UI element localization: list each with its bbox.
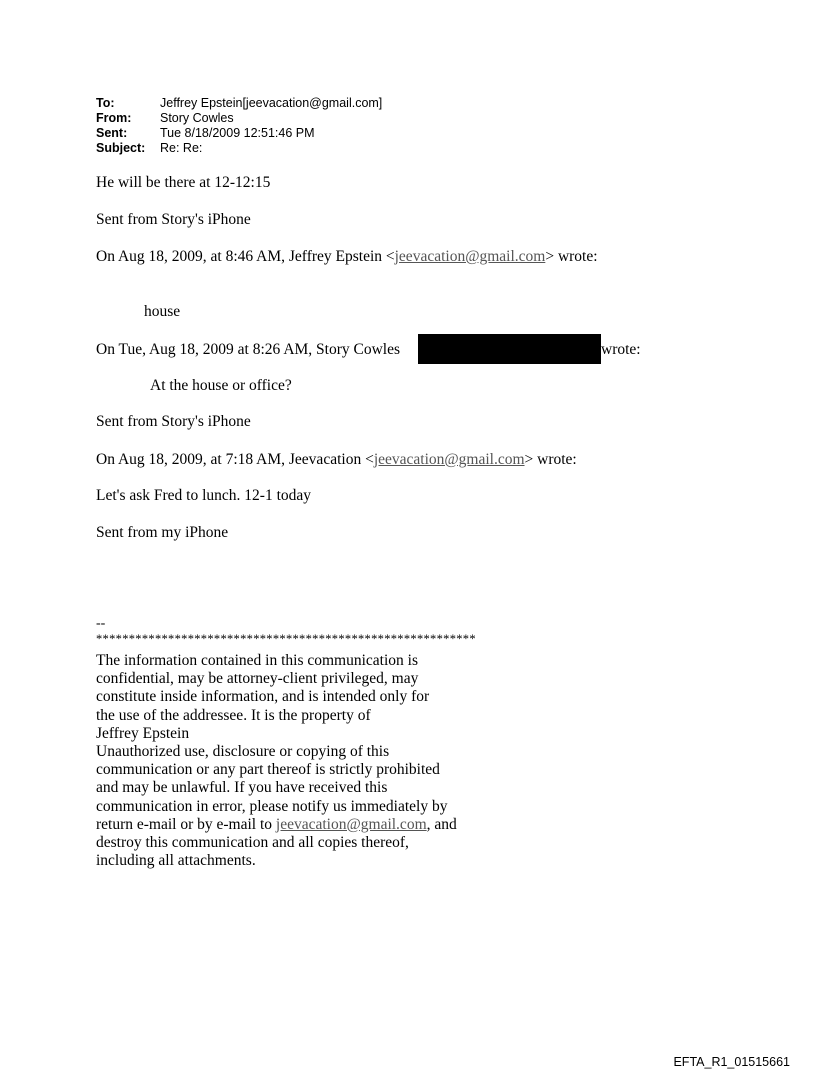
from-value: Story Cowles xyxy=(160,111,234,125)
quote-1-suffix: > wrote: xyxy=(545,248,598,265)
disclaimer-line: destroy this communication and all copies thereof, xyxy=(96,834,409,852)
disclaimer-line: constitute inside information, and is intended only for xyxy=(96,688,430,706)
signature-2: Sent from Story's iPhone xyxy=(96,413,251,430)
subject-label: Subject: xyxy=(96,141,146,155)
subject-value: Re: Re: xyxy=(160,141,203,155)
disclaimer-line: the use of the addressee. It is the property of xyxy=(96,706,371,724)
to-label: To: xyxy=(96,96,115,110)
disclaimer-line: The information contained in this communication is xyxy=(96,652,418,669)
from-label: From: xyxy=(96,111,132,125)
signature-1: Sent from Story's iPhone xyxy=(96,211,251,228)
reply-2: At the house or office? xyxy=(150,377,292,394)
disclaimer-line: including all attachments. xyxy=(96,852,256,870)
disclaimer-dashes: -- xyxy=(96,616,106,631)
to-value: Jeffrey Epstein[jeevacation@gmail.com] xyxy=(160,96,383,110)
quote-header-3 xyxy=(96,451,577,469)
disclaimer-line: and may be unlawful. If you have received this xyxy=(96,779,388,797)
document-id: EFTA_R1_01515661 xyxy=(673,1055,790,1069)
reply-1: house xyxy=(144,303,181,320)
disclaimer-line: communication in error, please notify us immediately by xyxy=(96,797,448,815)
header-subject-row xyxy=(96,141,382,156)
sent-value: Tue 8/18/2009 12:51:46 PM xyxy=(160,126,315,140)
redaction-block xyxy=(418,334,601,364)
header-from-row xyxy=(96,111,382,126)
signature-3: Sent from my iPhone xyxy=(96,524,229,541)
disclaimer-email-link[interactable]: jeevacation@gmail.com xyxy=(275,815,427,833)
header-to-row xyxy=(96,96,382,111)
quote-3-suffix: > wrote: xyxy=(524,451,577,468)
quote-3-prefix: On Aug 18, 2009, at 7:18 AM, Jeevacation < xyxy=(96,451,374,468)
disclaimer-line: Unauthorized use, disclosure or copying of this xyxy=(96,743,390,761)
quote-header-2-suffix: wrote: xyxy=(601,341,641,358)
disclaimer-line-10-prefix: return e-mail or by e-mail to xyxy=(96,815,276,833)
body-line-1: He will be there at 12-12:15 xyxy=(96,174,271,191)
quote-1-email-link[interactable]: jeevacation@gmail.com xyxy=(394,248,546,265)
disclaimer-stars: ********************************************************** xyxy=(96,632,476,646)
confidentiality-disclaimer xyxy=(96,652,457,870)
quote-header-2-prefix: On Tue, Aug 18, 2009 at 8:26 AM, Story Cowles xyxy=(96,341,401,358)
quote-header-1 xyxy=(96,248,598,266)
email-header xyxy=(96,96,382,156)
disclaimer-line: confidential, may be attorney-client privileged, may xyxy=(96,670,419,688)
quote-1-prefix: On Aug 18, 2009, at 8:46 AM, Jeffrey Epstein < xyxy=(96,248,395,265)
header-sent-row xyxy=(96,126,382,141)
disclaimer-line-10-suffix: , and xyxy=(426,815,457,833)
quote-3-email-link[interactable]: jeevacation@gmail.com xyxy=(373,451,525,468)
disclaimer-line: Jeffrey Epstein xyxy=(96,724,190,742)
disclaimer-line xyxy=(96,816,457,834)
reply-3: Let's ask Fred to lunch. 12-1 today xyxy=(96,487,312,504)
sent-label: Sent: xyxy=(96,126,128,140)
disclaimer-line: communication or any part thereof is strictly prohibited xyxy=(96,761,440,779)
